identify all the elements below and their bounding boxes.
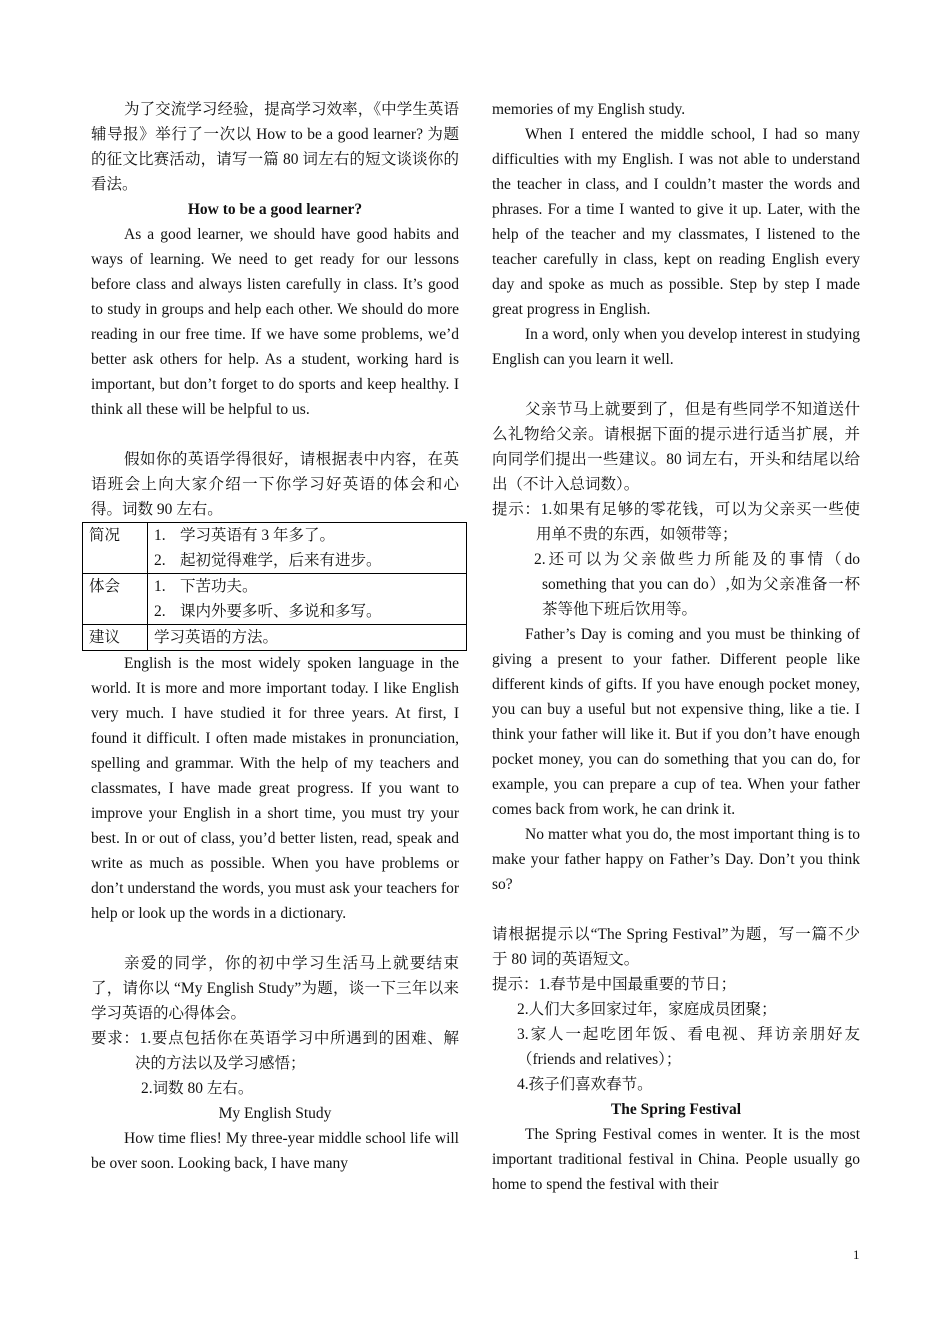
hint-1: 提示：1.如果有足够的零花钱，可以为父亲买一些使用单不贵的东西，如领带等； <box>492 501 860 543</box>
table-label-2: 体会 <box>83 574 148 625</box>
table-item <box>154 523 460 548</box>
essay-4-part-1: Father’s Day is coming and you must be thinking of giving a present to your father. Different people like different kinds of gifts. If you have enough pocket money, you can buy a useful but not expensive thing, like a tie. I think your father will like it. But if you don’t have enough pocket money, you can do something that you can do, for example, you can prepare a cup of tea. When your father comes back from work, he can drink it. <box>492 626 860 818</box>
spacer <box>91 926 459 951</box>
essay-title-5: The Spring Festival <box>610 1101 742 1118</box>
item-text: 起初觉得难学，后来有进步。 <box>180 552 382 569</box>
table-label-3: 建议 <box>83 625 148 651</box>
tip-4: 4.孩子们喜欢春节。 <box>517 1076 653 1093</box>
essay-2: English is the most widely spoken language in the world. It is more and more important today. I like English very much. I have studied it for three years. At first, I found it difficult. I often made mistakes in pronunciation, spelling and grammar. With the help of my teachers and classmates, I have made great progress. If you want to improve your English in a short time, you must try your best. In or out of class, you’d better listen, read, speak and write as much as possible. When you have problems or don’t understand the words, you must ask your teachers for help or look up the words in a dictionary. <box>91 655 459 922</box>
essay-3-part-1: How time flies! My three-year middle school life will be over soon. Looking back, I have many <box>91 1130 459 1172</box>
table-label-1: 简况 <box>83 523 148 574</box>
essay-1: As a good learner, we should have good habits and ways of learning. We need to get ready for our lessons before class and always listen carefully in class. It’s good to study in groups and help each other. We should do more reading in our free time. If we have some problems, we’d better ask others for help. As a student, working hard is important, but don’t forget to do sports and keep healthy. I think all these will be helpful to us. <box>91 226 459 418</box>
essay-5: The Spring Festival comes in wenter. It is the most important traditional festival in China. People usually go home to spend the festival with their <box>492 1126 860 1193</box>
tip-1: 提示：1.春节是中国最重要的节日； <box>492 976 737 993</box>
outline-table <box>82 522 467 651</box>
essay-3-continued: memories of my English study. <box>492 101 686 118</box>
table-cell <box>148 523 467 574</box>
essay-title-3: My English Study <box>218 1105 332 1122</box>
table-cell: 学习英语的方法。 <box>148 625 467 651</box>
page-number: 1 <box>853 1247 860 1262</box>
tip-3: 3.家人一起吃团年饭、看电视、拜访亲朋好友（friends and relatives）； <box>517 1026 860 1068</box>
item-number: 1. <box>154 578 166 595</box>
spacer <box>91 422 459 447</box>
item-number: 2. <box>154 603 166 620</box>
table-row <box>83 523 467 574</box>
table-item <box>154 548 460 573</box>
requirement-1: 要求：1.要点包括你在英语学习中所遇到的困难、解决的方法以及学习感悟； <box>91 1030 459 1072</box>
table-row <box>83 574 467 625</box>
item-number: 2. <box>154 552 166 569</box>
prompt-2: 假如你的英语学得很好，请根据表中内容，在英语班会上向大家介绍一下你学习好英语的体会和心得。词数 90 左右。 <box>91 451 459 518</box>
table-item <box>154 599 460 624</box>
prompt-1: 为了交流学习经验，提高学习效率，《中学生英语辅导报》举行了一次以 How to be a good learner? 为题的征文比赛活动，请写一篇 80 词左右的短文谈谈你的看法。 <box>91 101 459 193</box>
right-column <box>492 97 860 1197</box>
table-cell <box>148 574 467 625</box>
table-row <box>83 625 467 651</box>
item-text: 课内外要多听、多说和多写。 <box>180 603 382 620</box>
prompt-5: 请根据提示以“The Spring Festival”为题，写一篇不少于 80 词的英语短文。 <box>492 926 860 968</box>
essay-4-part-2: No matter what you do, the most important thing is to make your father happy on Father’s Day. Don’t you think so? <box>492 826 860 893</box>
hint-2: 2.还可以为父亲做些力所能及的事情（do something that you can do）,如为父亲准备一杯茶等他下班后饮用等。 <box>534 551 860 618</box>
essay-3-part-3: In a word, only when you develop interest in studying English can you learn it well. <box>492 326 860 368</box>
essay-3-part-2: When I entered the middle school, I had so many difficulties with my English. I was not able to understand the teacher in class, and I couldn’t master the words and phrases. For a time I wanted to give it up. Later, with the help of the teacher and my classmates, I listened to the teacher carefully in class, kept on reading English every day and spoke as much as possible. Step by step I made great progress in English. <box>492 126 860 318</box>
spacer <box>492 372 860 397</box>
spacer <box>492 897 860 922</box>
prompt-4: 父亲节马上就要到了，但是有些同学不知道送什么礼物给父亲。请根据下面的提示进行适当扩展，并向同学们提出一些建议。80 词左右，开头和结尾以给出（不计入总词数）。 <box>492 401 860 493</box>
prompt-3: 亲爱的同学，你的初中学习生活马上就要结束了，请你以 “My English Study”为题，谈一下三年以来学习英语的心得体会。 <box>91 955 459 1022</box>
item-text: 学习英语有 3 年多了。 <box>180 527 336 544</box>
item-text: 下苦功夫。 <box>180 578 258 595</box>
tip-2: 2.人们大多回家过年，家庭成员团聚； <box>517 1001 777 1018</box>
requirement-2: 2.词数 80 左右。 <box>141 1080 254 1097</box>
left-column <box>91 97 459 1176</box>
essay-title-1: How to be a good learner? <box>187 201 363 218</box>
table-item <box>154 574 460 599</box>
item-number: 1. <box>154 527 166 544</box>
